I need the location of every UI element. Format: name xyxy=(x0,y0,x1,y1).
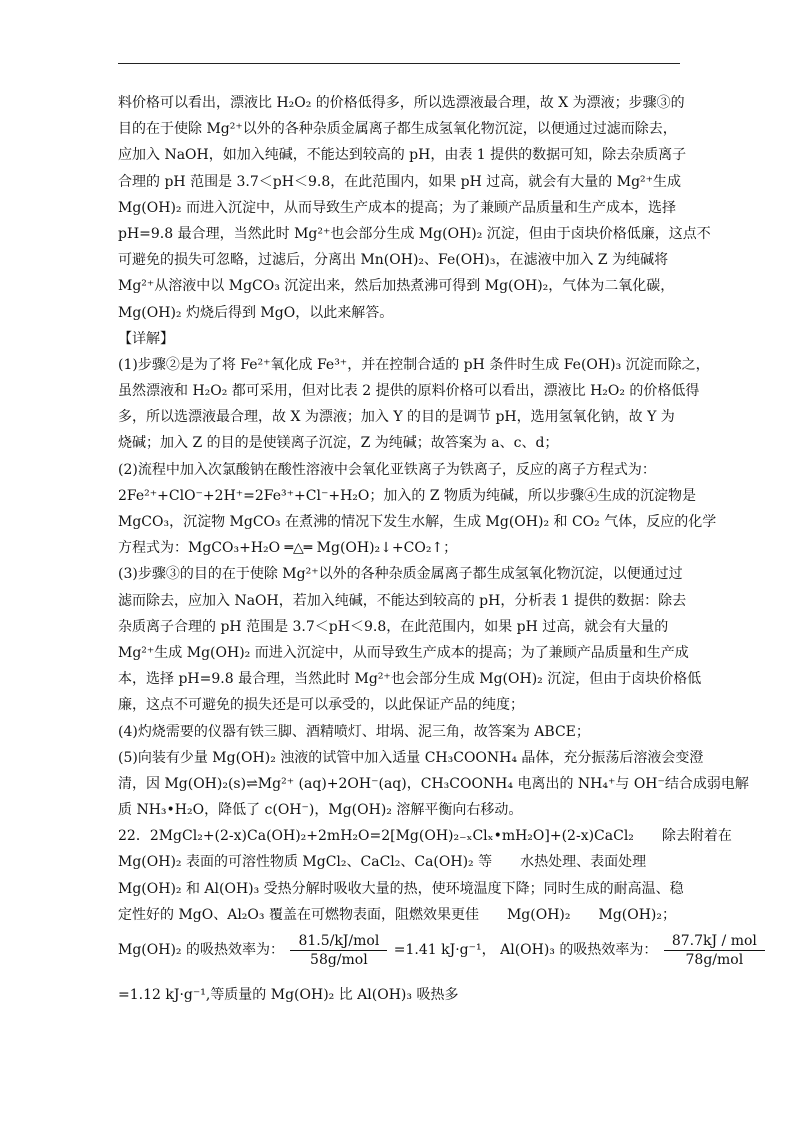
heat-efficiency-formula xyxy=(118,928,757,972)
text-line: Mg²⁺从溶液中以 MgCO₃ 沉淀出来，然后加热煮沸可得到 Mg(OH)₂，气体为二氧化碳， xyxy=(118,278,675,295)
mg-efficiency-result: =1.41 kJ·g⁻¹， xyxy=(393,942,496,958)
text-line: 杂质离子合理的 pH 范围是 3.7＜pH＜9.8，在此范围内，如果 pH 过高，就会有大量的 xyxy=(118,618,669,635)
al-efficiency-label: Al(OH)₃ 的吸热效率为： xyxy=(500,942,658,958)
text-line: Mg(OH)₂ 表面的可溶性物质 MgCl₂、CaCl₂、Ca(OH)₂ 等 水热处理、表面处理 xyxy=(118,854,647,871)
text-line: Mg²⁺生成 Mg(OH)₂ 而进入沉淀中，从而导致生产成本的提高；为了兼顾产品质量和生产成 xyxy=(118,644,689,661)
text-line: Mg(OH)₂ 灼烧后得到 MgO，以此来解答。 xyxy=(118,304,394,321)
text-line: 目的在于使除 Mg²⁺以外的各种杂质金属离子都生成氢氧化物沉淀，以便通过过滤而除去， xyxy=(118,121,677,138)
text-line: 滤而除去，应加入 NaOH，若加入纯碱，不能达到较高的 pH，分析表 1 提供的数据：除去 xyxy=(118,592,687,609)
text-line: 多，所以选漂液最合理，故 X 为漂液；加入 Y 的目的是调节 pH，选用氢氧化钠，故 Y 为 xyxy=(118,409,675,426)
al-numerator: 87.7kJ / mol xyxy=(664,932,765,951)
answer-text-body xyxy=(118,90,757,1008)
text-line: 虽然漂液和 H₂O₂ 都可采用，但对比表 2 提供的原料价格可以看出，漂液比 H₂O₂ 的价格低得 xyxy=(118,383,700,400)
text-line: MgCO₃，沉淀物 MgCO₃ 在煮沸的情况下发生水解，生成 Mg(OH)₂ 和 CO₂ 气体，反应的化学 xyxy=(118,514,717,530)
text-line: 定性好的 MgO、Al₂O₃ 覆盖在可燃物表面，阻燃效果更佳 Mg(OH)₂ Mg(OH)₂； xyxy=(118,906,677,923)
text-line: 应加入 NaOH，如加入纯碱，不能达到较高的 pH，由表 1 提供的数据可知，除去杂质离子 xyxy=(118,147,687,164)
al-fraction xyxy=(664,932,765,969)
text-line: 廉，这点不可避免的损失还是可以承受的，以此保证产品的纯度； xyxy=(118,697,524,714)
text-line: 料价格可以看出，漂液比 H₂O₂ 的价格低得多，所以选漂液最合理，故 X 为漂液；步骤③的 xyxy=(118,95,685,111)
question-22-line: 22．2MgCl₂+(2-x)Ca(OH)₂+2mH₂O=2[Mg(OH)₂₋ₓClₓ•mH₂O]+(2-x)CaCl₂ 除去附着在 xyxy=(118,828,732,845)
section-heading-detail: 【详解】 xyxy=(118,330,174,347)
mg-efficiency-label: Mg(OH)₂ 的吸热效率为： xyxy=(118,942,284,958)
text-line: Mg(OH)₂ 和 Al(OH)₃ 受热分解时吸收大量的热，使环境温度下降；同时生成的耐高温、稳 xyxy=(118,880,684,897)
text-line: (5)向装有少量 Mg(OH)₂ 浊液的试管中加入适量 CH₃COONH₄ 晶体，充分振荡后溶液会变澄 xyxy=(118,749,704,766)
text-line: Mg(OH)₂ 而进入沉淀中，从而导致生产成本的提高；为了兼顾产品质量和生产成本，选择 xyxy=(118,199,676,216)
text-line: (4)灼烧需要的仪器有铁三脚、酒精喷灯、坩埚、泥三角，故答案为 ABCE； xyxy=(118,723,590,740)
text-line: 本，选择 pH=9.8 最合理，当然此时 Mg²⁺也会部分生成 Mg(OH)₂ 沉淀，但由于卤块价格低 xyxy=(118,671,702,688)
mg-denominator: 58g/mol xyxy=(310,951,368,968)
text-line: 清，因 Mg(OH)₂(s)⇌Mg²⁺ (aq)+2OH⁻(aq)，CH₃COONH₄ 电离出的 NH₄⁺与 OH⁻结合成弱电解 xyxy=(118,775,749,792)
text-line: (1)步骤②是为了将 Fe²⁺氧化成 Fe³⁺，并在控制合适的 pH 条件时生成 Fe(OH)₃ 沉淀而除之， xyxy=(118,356,710,373)
text-line: (3)步骤③的目的在于使除 Mg²⁺以外的各种杂质金属离子都生成氢氧化物沉淀，以便通过过 xyxy=(118,566,683,583)
text-line: pH=9.8 最合理，当然此时 Mg²⁺也会部分生成 Mg(OH)₂ 沉淀，但由于卤块价格低廉，这点不 xyxy=(118,225,711,242)
text-line: 烧碱；加入 Z 的目的是使镁离子沉淀，Z 为纯碱；故答案为 a、c、d； xyxy=(118,435,559,452)
mg-fraction xyxy=(290,932,387,969)
text-line: (2)流程中加入次氯酸钠在酸性溶液中会氧化亚铁离子为铁离子，反应的离子方程式为： xyxy=(118,461,656,478)
al-denominator: 78g/mol xyxy=(685,951,744,968)
chemical-equation-line: 方程式为：MgCO₃+H₂O ═△═ Mg(OH)₂↓+CO₂↑； xyxy=(118,540,458,557)
text-line: 合理的 pH 范围是 3.7＜pH＜9.8，在此范围内，如果 pH 过高，就会有大量的 Mg²⁺生成 xyxy=(118,173,682,190)
header-rule xyxy=(118,63,680,64)
conclusion-line: =1.12 kJ·g⁻¹,等质量的 Mg(OH)₂ 比 Al(OH)₃ 吸热多 xyxy=(118,987,459,1003)
text-line: 2Fe²⁺+ClO⁻+2H⁺=2Fe³⁺+Cl⁻+H₂O；加入的 Z 物质为纯碱，所以步骤④生成的沉淀物是 xyxy=(118,487,697,504)
mg-numerator: 81.5/kJ/mol xyxy=(290,932,387,951)
text-line: 可避免的损失可忽略，过滤后，分离出 Mn(OH)₂、Fe(OH)₃，在滤液中加入 Z 为纯碱将 xyxy=(118,252,669,269)
text-line: 质 NH₃•H₂O，降低了 c(OH⁻)，Mg(OH)₂ 溶解平衡向右移动。 xyxy=(118,802,523,819)
